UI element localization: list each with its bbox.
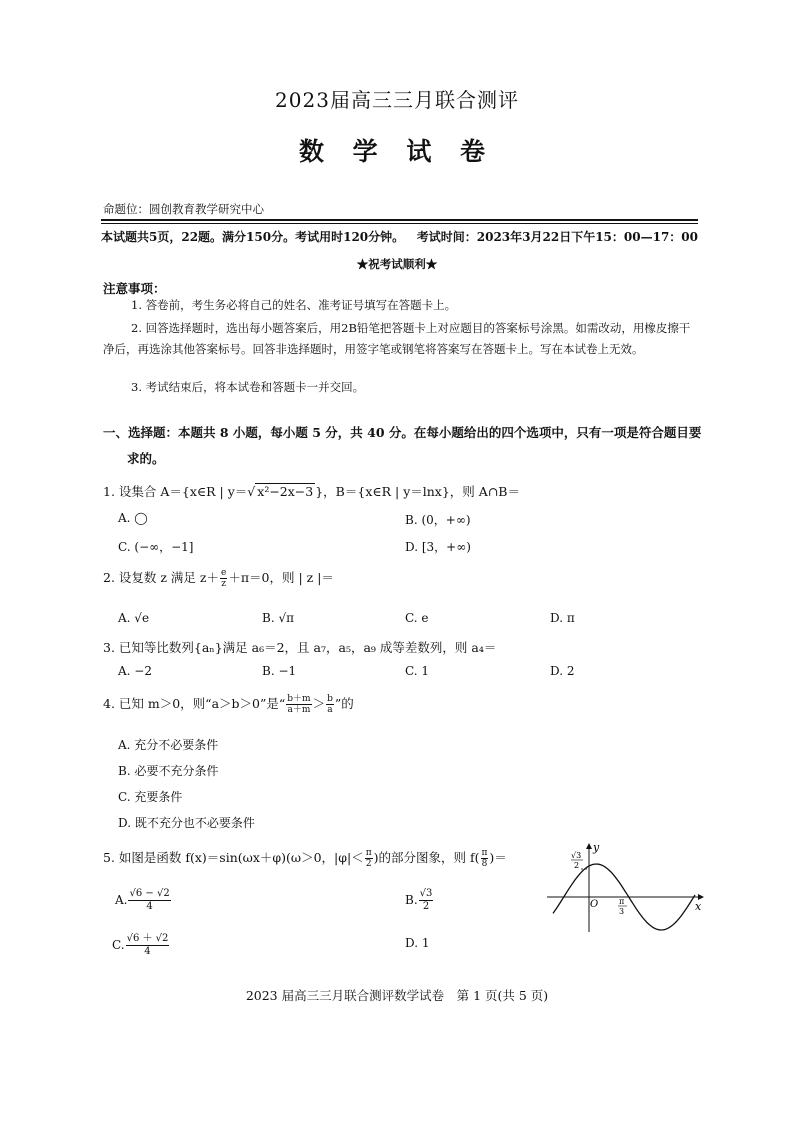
- q4-fraction-1: [286, 694, 311, 715]
- q4-gt-sign: ＞: [312, 696, 326, 711]
- q5-option-c-label: C.: [112, 938, 125, 952]
- note-item-2: 2. 回答选择题时，选出每小题答案后，用2B铅笔把答题卡上对应题目的答案标号涂黑。如需改动，用橡皮擦干净后，再选涂其他答案标号。回答非选择题时，用签字笔或钢笔将答案写在答题卡上。写在本试卷上无效。: [103, 321, 691, 356]
- exam-info-right: 考试时间：2023年3月22日下午15：00—17：00: [416, 230, 698, 244]
- q5-option-b-den: 2: [422, 901, 430, 912]
- notes-heading: 注意事项：: [103, 281, 166, 296]
- q1-stem-part-b: }，B＝{x∈R | y＝lnx}，则 A∩B＝: [315, 484, 520, 499]
- q4-option-d[interactable]: D. 既不充分也不必要条件: [118, 816, 255, 830]
- q5-frac-arg-num: π: [481, 848, 488, 858]
- sine-graph: [545, 840, 710, 935]
- q5-option-a-den: 4: [146, 901, 153, 912]
- q3-option-d[interactable]: D. 2: [550, 664, 575, 678]
- q2-stem-part-b: ＋π＝0，则 | z |＝: [228, 570, 334, 585]
- y-tick-num: √3: [571, 851, 582, 860]
- y-axis-label: y: [593, 841, 600, 854]
- q5-option-a-label: A.: [115, 893, 128, 907]
- q5-option-c[interactable]: [112, 933, 170, 958]
- q1-stem-part-a: 1. 设集合 A＝{x∈R | y＝: [103, 484, 248, 499]
- q1-option-d[interactable]: D. [3，+∞): [405, 540, 471, 554]
- q3-option-a[interactable]: A. −2: [118, 664, 152, 678]
- header-rule-thin: [101, 223, 698, 224]
- q5-option-b-fraction: [419, 888, 434, 913]
- q1-option-b[interactable]: B. (0，+∞): [405, 513, 471, 527]
- q3-option-b[interactable]: B. −1: [262, 664, 297, 678]
- good-luck-banner: ★祝考试顺利★: [356, 257, 438, 271]
- q5-frac-phi-den: 2: [365, 859, 372, 869]
- question-3-stem: 3. 已知等比数列{aₙ}满足 a₆＝2，且 a₇，a₅，a₉ 成等差数列，则 a₄＝: [103, 640, 497, 655]
- note-item-1: 1. 答卷前，考生务必将自己的姓名、准考证号填写在答题卡上。: [131, 298, 457, 312]
- question-1-stem: [103, 482, 520, 500]
- sqrt-symbol: √: [247, 484, 256, 499]
- x-tick-num: π: [619, 897, 625, 906]
- q4-fraction-2: [326, 694, 334, 715]
- question-5-stem: [103, 848, 507, 869]
- q2-frac-den: z: [221, 579, 227, 589]
- q5-option-a[interactable]: [115, 888, 172, 913]
- question-4-stem: [103, 694, 354, 715]
- q2-option-b[interactable]: B. √π: [262, 611, 294, 625]
- q5-frac-arg-den: 8: [481, 859, 488, 869]
- q5-stem-part-c: )＝: [489, 850, 507, 865]
- y-tick-den: 2: [574, 861, 580, 870]
- q2-option-a[interactable]: A. √e: [118, 611, 150, 625]
- q5-option-b-num: √3: [419, 888, 433, 899]
- section-heading-line2: 求的。: [127, 451, 165, 466]
- q5-option-b-label: B.: [405, 893, 418, 907]
- q5-option-a-fraction: [128, 888, 170, 913]
- q4-frac2-den: a: [327, 705, 333, 715]
- x-tick-den: 3: [619, 907, 625, 916]
- q2-option-d[interactable]: D. π: [550, 611, 575, 625]
- q4-frac1-num: b＋m: [287, 694, 311, 704]
- q4-frac1-den: a＋m: [287, 705, 311, 715]
- q5-option-c-num: √6 ＋ √2: [126, 933, 169, 944]
- q1-option-c[interactable]: C. (−∞，−1]: [118, 540, 194, 554]
- q5-fraction-phi: [365, 848, 373, 869]
- q2-frac-num: e: [221, 568, 227, 578]
- proposer-line: 命题位：圆创教育教学研究中心: [103, 202, 264, 216]
- q4-stem-part-b: ”的: [334, 696, 354, 711]
- q5-option-b[interactable]: [405, 888, 434, 913]
- note-item-3: 3. 考试结束后，将本试卷和答题卡一并交回。: [131, 380, 365, 394]
- q4-stem-part-a: 4. 已知 m＞0，则“a＞b＞0”是“: [103, 696, 286, 711]
- q1-radicand: x²−2x−3: [257, 484, 314, 499]
- q4-option-b[interactable]: B. 必要不充分条件: [118, 764, 219, 778]
- q3-option-c[interactable]: C. 1: [405, 664, 430, 678]
- section-heading: [103, 420, 703, 472]
- section-heading-line1: 一、选择题：本题共 8 小题，每小题 5 分，共 40 分。在每小题给出的四个选项中，只有一项是符合题目要: [103, 425, 702, 440]
- q5-frac-phi-num: π: [365, 848, 372, 858]
- page-footer: 2023 届高三三月联合测评数学试卷 第 1 页(共 5 页): [245, 988, 549, 1003]
- q2-option-c[interactable]: C. e: [405, 611, 429, 625]
- q5-fraction-arg: [481, 848, 489, 869]
- q4-option-c[interactable]: C. 充要条件: [118, 790, 183, 804]
- q5-option-a-num: √6 − √2: [129, 888, 170, 899]
- exam-title: 2023届高三三月联合测评: [275, 88, 519, 112]
- q2-fraction: [220, 568, 227, 589]
- x-axis-label: x: [695, 900, 702, 913]
- q5-stem-part-b: )的部分图象，则 f(: [373, 850, 480, 865]
- q5-option-c-den: 4: [144, 946, 151, 957]
- q1-option-a[interactable]: A. ◯: [118, 511, 148, 525]
- q4-frac2-num: b: [327, 694, 333, 704]
- exam-info-left: 本试题共5页，22题。满分150分。考试用时120分钟。: [101, 230, 405, 244]
- q2-stem-part-a: 2. 设复数 z 满足 z＋: [103, 570, 219, 585]
- exam-info: [101, 228, 698, 245]
- origin-label: O: [590, 899, 599, 910]
- question-2-stem: [103, 568, 334, 589]
- header-rule-thick: [101, 219, 698, 221]
- exam-subject: 数 学 试 卷: [298, 137, 496, 166]
- q5-option-c-fraction: [126, 933, 170, 958]
- q5-stem-part-a: 5. 如图是函数 f(x)＝sin(ωx＋φ)(ω＞0，|φ|＜: [103, 850, 364, 865]
- q4-option-a[interactable]: A. 充分不必要条件: [118, 738, 219, 752]
- q5-option-d[interactable]: D. 1: [405, 936, 430, 950]
